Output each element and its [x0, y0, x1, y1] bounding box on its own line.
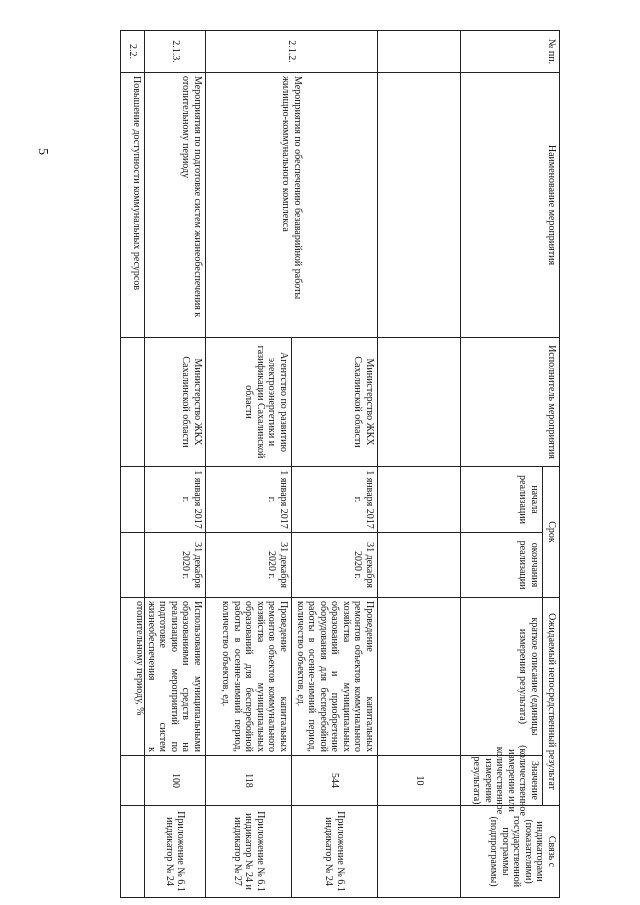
row5-name: Повышение доступности коммунальных ресурсов [120, 72, 145, 338]
row1-executor [377, 337, 461, 467]
row1-end [377, 532, 461, 598]
row4-end: 31 декабря 2020 г. [144, 532, 206, 598]
row5-description [120, 597, 145, 756]
header-start: начала реализации [460, 466, 543, 533]
row3-start: 1 января 2017 г. [205, 466, 292, 533]
row2-executor: Министерство ЖКХ Сахалинской области [291, 337, 378, 467]
row1-name [377, 72, 461, 338]
row3-executor: Агентство по развитию электроэнергетики и газификации Сахалинской области [205, 337, 292, 467]
header-num: № пп. [460, 30, 560, 73]
row5-value [120, 755, 145, 806]
row4-link: Приложение № 6.1 индикатор № 24 [144, 805, 206, 898]
row5-executor [120, 337, 145, 467]
row2-end: 31 декабря 2020 г. [291, 532, 378, 598]
header-end: окончания реализации [460, 532, 543, 598]
row1-value: 10 [377, 755, 461, 806]
activities-table [120, 30, 560, 898]
row5-link [120, 805, 145, 898]
row5-end [120, 532, 145, 598]
row3-description: Проведение капитальных ремонтов объектов коммунального хозяйства муниципальных образований для бесперебойной работы в осенне-зимний период, количество объектов, ед. [205, 597, 292, 756]
header-name: Наименование мероприятия [460, 72, 560, 338]
header-value: Значение (количественное измерение или количественное измерение результата) [460, 755, 543, 806]
row1-link [377, 805, 461, 898]
row1-num [377, 30, 461, 73]
row4-value: 100 [144, 755, 206, 806]
row2-num: 2.1.2. [205, 30, 378, 73]
row4-executor: Министерство ЖКХ Сахалинской области [144, 337, 206, 467]
row4-num: 2.1.3. [144, 30, 206, 73]
row1-description [377, 597, 461, 756]
header-term: Срок [542, 466, 560, 598]
row2-value: 544 [291, 755, 378, 806]
header-link: Связь с индикаторами (показателями) государственной программы (подпрограммы) [460, 805, 560, 898]
row2-description: Проведение капитальных ремонтов объектов коммунального хозяйства муниципальных образований и приобретение оборудования для бесперебойной работы в осенне-зимний период, количество объектов, ед. [291, 597, 378, 756]
header-executor: Исполнитель мероприятия [460, 337, 560, 467]
page-number: 5 [35, 148, 50, 155]
row3-value: 118 [205, 755, 292, 806]
row3-link: Приложение № 6.1 индикатор № 24 и индикатор № 27 [205, 805, 292, 898]
row1-start [377, 466, 461, 533]
row4-name: Мероприятия по подготовке систем жизнеобеспечения к отопительному периоду [144, 72, 206, 338]
row2-link: Приложение № 6.1 индикатор № 24 [291, 805, 378, 898]
row4-description: Использование муниципальными образованиями средств на реализацию мероприятий по подготовке систем жизнеобеспечения к отопительному периоду, % [144, 597, 206, 756]
row2-name: Мероприятия по обеспечению безаварийной работы жилищно-коммунального комплекса [205, 72, 378, 338]
header-description: краткое описание (единицы измерения результата) [460, 597, 543, 756]
row5-num: 2.2. [120, 30, 145, 73]
row5-start [120, 466, 145, 533]
row4-start: 1 января 2017 г. [144, 466, 206, 533]
row3-end: 31 декабря 2020 г. [205, 532, 292, 598]
header-result: Ожидаемый непосредственный результат [542, 597, 560, 806]
row2-start: 1 января 2017 г. [291, 466, 378, 533]
